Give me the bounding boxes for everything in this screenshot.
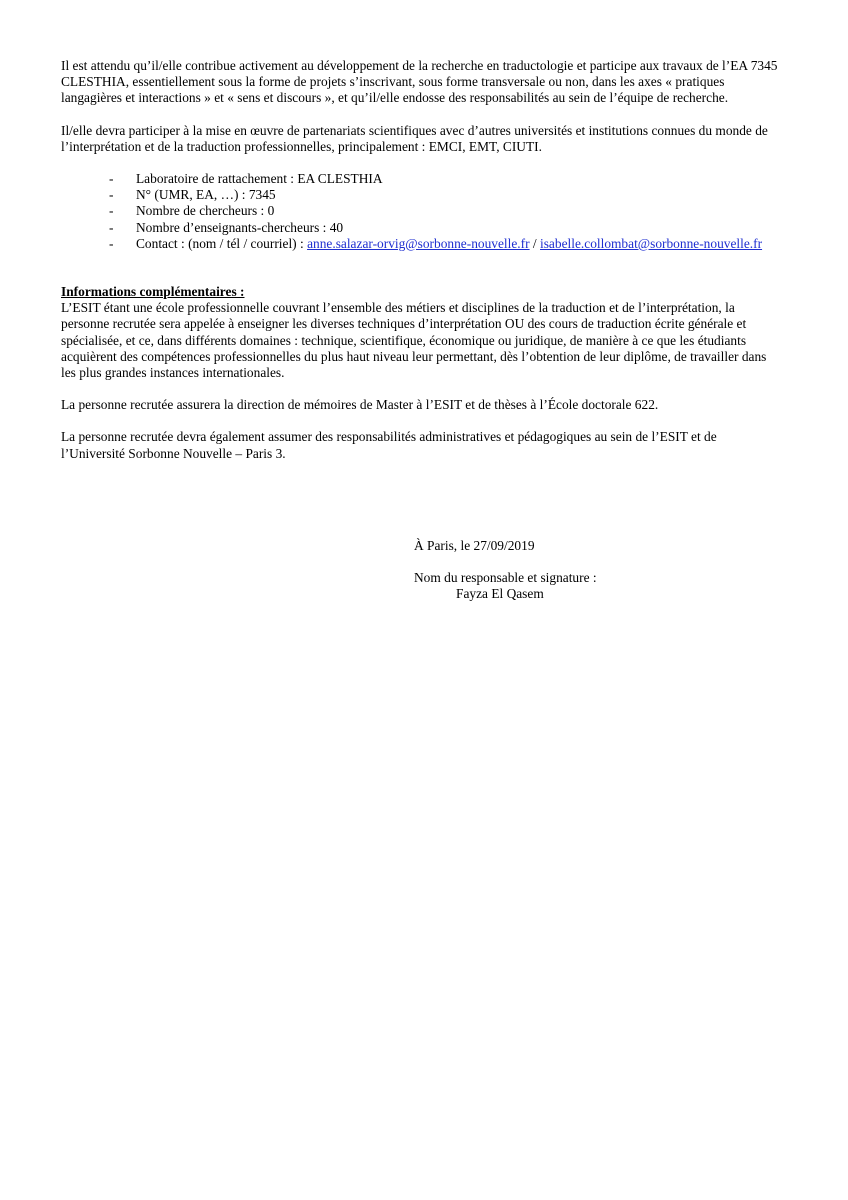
contact-email-link-1[interactable]: anne.salazar-orvig@sorbonne-nouvelle.fr <box>307 235 530 251</box>
list-dash: - <box>109 235 114 251</box>
complementary-info-title: Informations complémentaires : <box>61 284 245 300</box>
intro-paragraph-partnerships: Il/elle devra participer à la mise en œuvre de partenariats scientifiques avec d’autres universités et institutions connues du monde de l’interprétation et de la traduction professionnelles, principalement : EMCI, EMT, CIUTI. <box>61 122 768 154</box>
numero-text: N° (UMR, EA, …) : 7345 <box>136 187 276 203</box>
list-item-chercheurs <box>61 203 781 219</box>
chercheurs-text: Nombre de chercheurs : 0 <box>136 203 275 219</box>
list-dash: - <box>109 219 114 235</box>
list-dash: - <box>109 187 114 203</box>
lab-details-list <box>61 171 781 252</box>
contact-email-link-2[interactable]: isabelle.collombat@sorbonne-nouvelle.fr <box>540 235 763 251</box>
signatory-name: Fayza El Qasem <box>456 586 544 602</box>
list-item-laboratoire <box>61 171 781 187</box>
list-item-contact <box>61 236 781 252</box>
enseignants-text: Nombre d’enseignants-chercheurs : 40 <box>136 219 344 235</box>
complementary-paragraph-esit: L’ESIT étant une école professionnelle couvrant l’ensemble des métiers et disciplines de la traduction et de l’interprétation, la personne recrutée sera appelée à enseigner les diverses techniques d’interprétation OU des cours de traduction écrite générale et spécialisée, et ce, dans différents domaines : technique, scientifique, économique ou juridique, de manière à ce que les étudiants acquièrent des compétences professionnelles du plus haut niveau leur permettant, dès l’obtention de leur diplôme, de travailler dans les plus grandes instances internationales. <box>61 300 767 381</box>
signature-label: Nom du responsable et signature : <box>414 570 597 586</box>
list-dash: - <box>109 203 114 219</box>
contact-label: Contact : (nom / tél / courriel) : <box>136 235 308 251</box>
intro-paragraph-research: Il est attendu qu’il/elle contribue activement au développement de la recherche en traductologie et participe aux travaux de l’EA 7345 CLESTHIA, essentiellement sous la forme de projets s’inscrivant, sous forme transversale ou non, dans les axes « pratiques langagières et interactions » et « sens et discours », et qu’il/elle endosse des responsabilités au sein de l’équipe de recherche. <box>61 58 778 106</box>
laboratoire-text: Laboratoire de rattachement : EA CLESTHIA <box>136 171 383 187</box>
list-dash: - <box>109 171 114 187</box>
document-page <box>61 58 781 462</box>
signature-block <box>414 538 714 603</box>
complementary-paragraph-direction: La personne recrutée assurera la direction de mémoires de Master à l’ESIT et de thèses à l’École doctorale 622. <box>61 397 659 413</box>
contact-separator: / <box>529 235 540 251</box>
place-date: À Paris, le 27/09/2019 <box>414 538 535 553</box>
list-item-numero <box>61 187 781 203</box>
list-item-enseignants <box>61 220 781 236</box>
complementary-paragraph-responsibilities: La personne recrutée devra également assumer des responsabilités administratives et pédagogiques au sein de l’ESIT et de l’Université Sorbonne Nouvelle – Paris 3. <box>61 429 717 461</box>
